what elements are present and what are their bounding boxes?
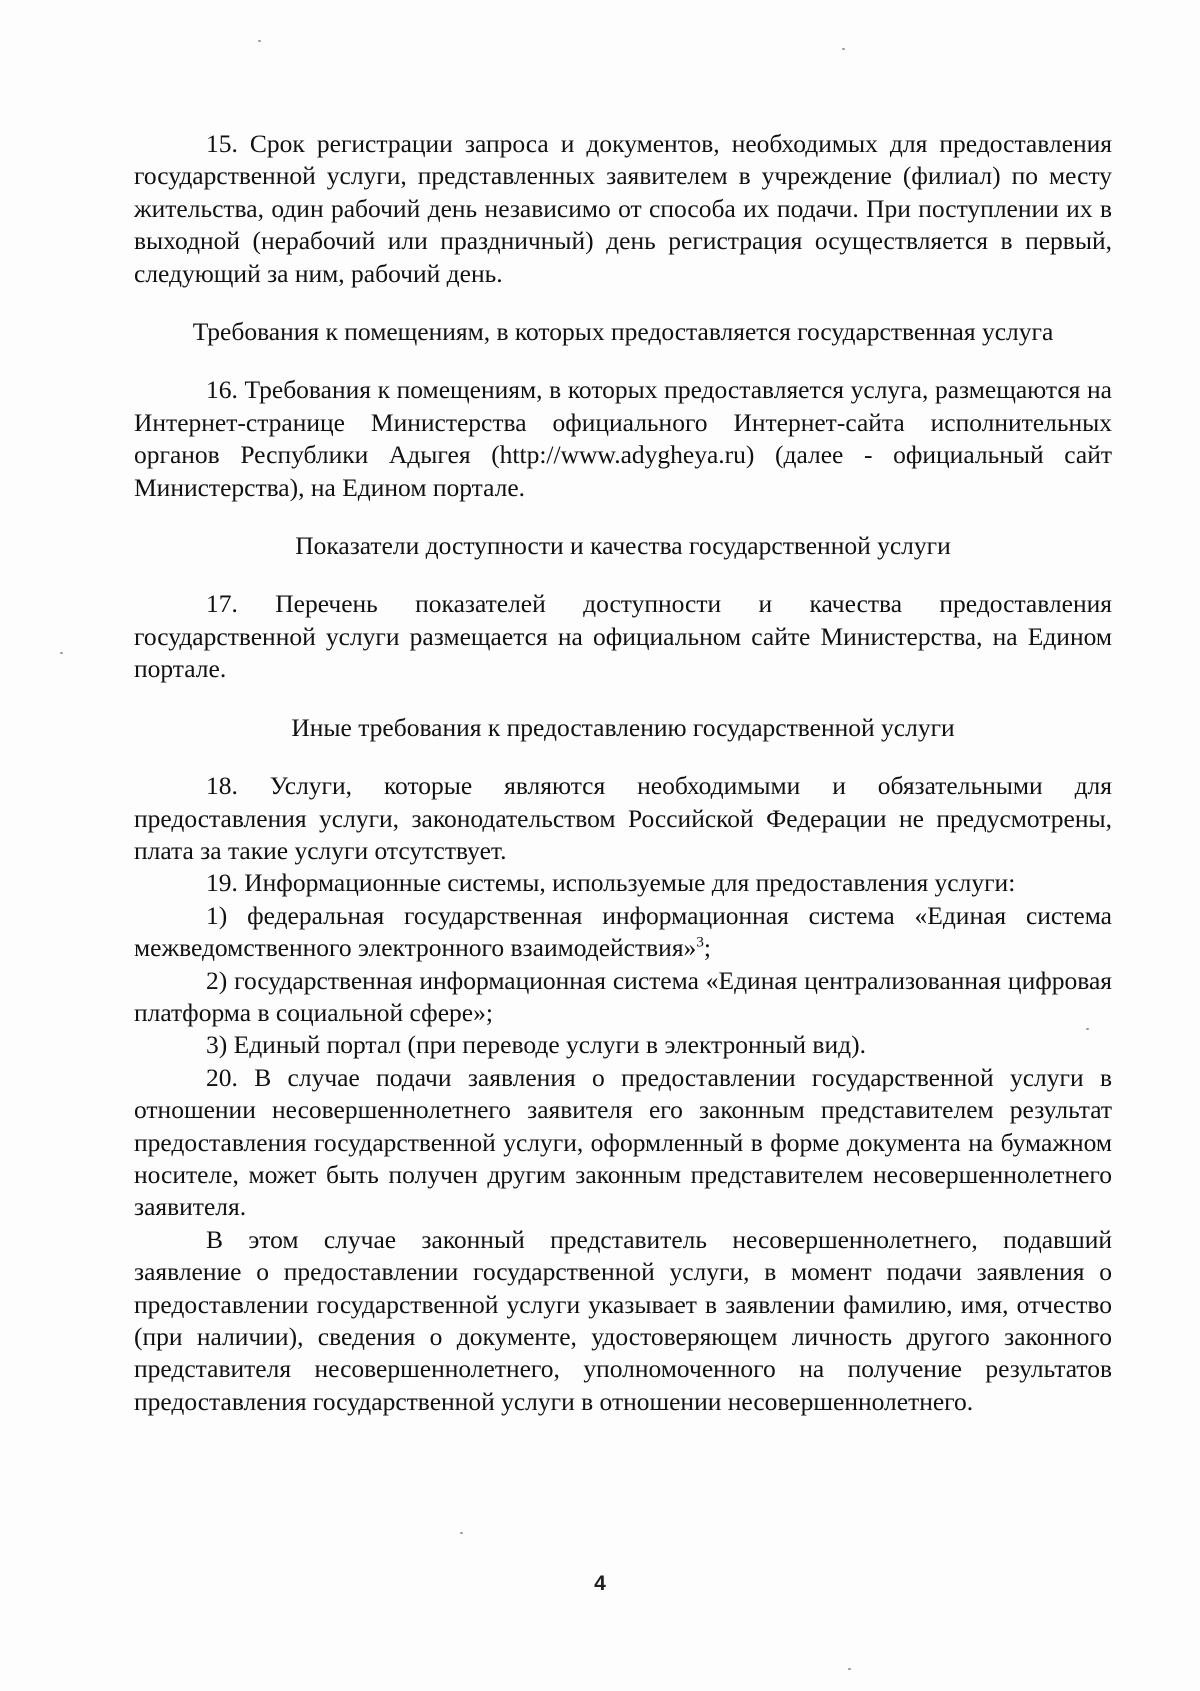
section-heading-indicators: Показатели доступности и качества государственной услуги: [295, 531, 951, 561]
paragraph-18: 18. Услуги, которые являются необходимыми и обязательными для предоставления услуги, законодательством Российской Федерации не предусмотрены, плата за такие услуги отсутствует.: [134, 771, 1112, 865]
paragraph-17: 17. Перечень показателей доступности и качества предоставления государственной услуги размещается на официальном сайте Министерства, на Едином портале.: [134, 589, 1112, 684]
paragraph-16: 16. Требования к помещениям, в которых предоставляется услуга, размещаются на Интернет-странице Министерства официального Интернет-сайта исполнительных органов Республики Адыгея (http://www.adygheya.ru) (далее - официальный сайт Министерства), на Едином портале.: [134, 375, 1112, 502]
page-number: 4: [594, 1572, 606, 1595]
list-item-19-1-end: ;: [703, 933, 711, 963]
list-item-19-3: 3) Единый портал (при переводе услуги в электронный вид).: [206, 1030, 866, 1060]
scan-speck: [258, 40, 261, 42]
paragraph-15: 15. Срок регистрации запроса и документов, необходимых для предоставления государственной услуги, представленных заявителем в учреждение (филиал) по месту жительства, один рабочий день независимо от способа их подачи. При поступлении их в выходной (нерабочий или праздничный) день регистрация осуществляется в первый, следующий за ним, рабочий день.: [134, 129, 1112, 288]
scan-speck: [460, 1532, 463, 1534]
section-heading-premises: Требования к помещениям, в которых предоставляется государственная услуга: [192, 317, 1054, 347]
scan-speck: [848, 1668, 851, 1670]
footnote-marker: 3: [696, 934, 704, 951]
scan-speck: [60, 652, 63, 654]
list-item-19-1-text: 1) федеральная государственная информационная система «Единая система межведомственного электронного взаимодействия»: [134, 900, 1112, 963]
section-heading-other-requirements: Иные требования к предоставлению государственной услуги: [291, 712, 955, 742]
paragraph-20: 20. В случае подачи заявления о предоставлении государственной услуги в отношении несовершеннолетнего заявителя его законным представителем результат предоставления государственной услуги, оформленный в форме документа на бумажном носителе, может быть получен другим законным представителем несовершеннолетнего заявителя.: [134, 1062, 1112, 1222]
paragraph-19: 19. Информационные системы, используемые для предоставления услуги:: [206, 868, 1016, 898]
list-item-19-2: 2) государственная информационная система «Единая централизованная цифровая платформа в социальной сфере»;: [134, 965, 1112, 1027]
scan-speck: [842, 48, 845, 50]
document-body: [134, 128, 1112, 1418]
list-item-19-1: [134, 900, 1112, 965]
paragraph-20-continuation: В этом случае законный представитель несовершеннолетнего, подавший заявление о предоставлении государственной услуги, в момент подачи заявления о предоставлении государственной услуги указывает в заявлении фамилию, имя, отчество (при наличии), сведения о документе, удостоверяющем личность другого законного представителя несовершеннолетнего, уполномоченного на получение результатов предоставления государственной услуги в отношении несовершеннолетнего.: [134, 1224, 1112, 1416]
